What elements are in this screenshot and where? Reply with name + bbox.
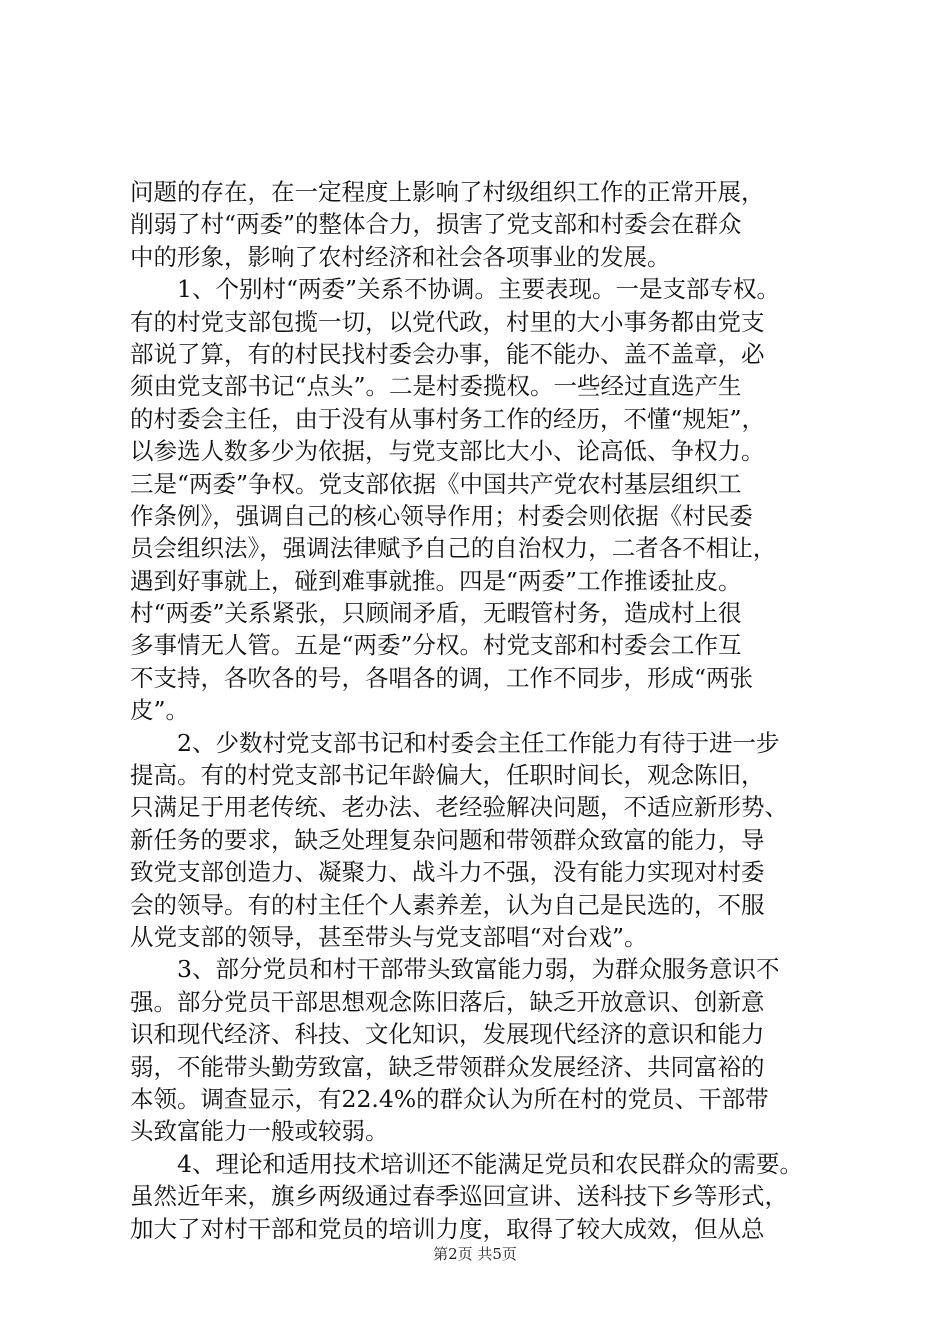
text-line: 作条例》，强调自己的核心领导作用；村委会则依据《村民委	[130, 501, 753, 530]
text-line: 4、理论和适用技术培训还不能满足党员和农民群众的需要。	[130, 1149, 803, 1178]
text-line: 1、个别村“两委”关系不协调。主要表现。一是支部专权。	[130, 275, 780, 304]
text-line: 以参选人数多少为依据，与党支部比大小、论高低、争权力。	[130, 437, 765, 466]
text-line: 本领。调查显示，有22.4%的群众认为所在村的党员、干部带	[130, 1084, 769, 1113]
text-line: 致党支部创造力、凝聚力、战斗力不强，没有能力实现对村委	[130, 858, 765, 887]
text-line: 3、部分党员和村干部带头致富能力弱，为群众服务意识不	[130, 955, 780, 984]
text-line: 头致富能力一般或较弱。	[130, 1117, 389, 1146]
text-line: 中的形象，影响了农村经济和社会各项事业的发展。	[130, 242, 671, 271]
text-line: 新任务的要求，缺乏处理复杂问题和带领群众致富的能力，导	[130, 825, 765, 854]
text-line: 多事情无人管。五是“两委”分权。村党支部和村委会工作互	[130, 631, 742, 660]
body-text	[130, 176, 830, 1245]
text-line: 提高。有的村党支部书记年龄偏大，任职时间长，观念陈旧，	[130, 761, 765, 790]
text-line: 问题的存在，在一定程度上影响了村级组织工作的正常开展，	[130, 178, 765, 206]
text-line: 2、少数村党支部书记和村委会主任工作能力有待于进一步	[130, 728, 780, 757]
text-line: 会的领导。有的村主任个人素养差，认为自己是民选的，不服	[130, 890, 765, 919]
text-line: 弱，不能带头勤劳致富，缺乏带领群众发展经济、共同富裕的	[130, 1052, 765, 1081]
text-line: 虽然近年来，旗乡两级通过春季巡回宣讲、送科技下乡等形式，	[130, 1182, 788, 1211]
page-number-label: 第2页 共5页	[433, 1245, 517, 1263]
text-line: 部说了算，有的村民找村委会办事，能不能办、盖不盖章，必	[130, 339, 765, 368]
text-line: 不支持，各吹各的号，各唱各的调，工作不同步，形成“两张	[130, 663, 754, 692]
text-line: 的村委会主任，由于没有从事村务工作的经历，不懂“规矩”，	[130, 404, 766, 433]
text-line: 识和现代经济、科技、文化知识，发展现代经济的意识和能力	[130, 1020, 765, 1049]
text-line: 有的村党支部包揽一切，以党代政，村里的大小事务都由党支	[130, 307, 765, 336]
text-line: 须由党支部书记“点头”。二是村委揽权。一些经过直选产生	[130, 372, 742, 401]
text-line: 强。部分党员干部思想观念陈旧落后，缺乏开放意识、创新意	[130, 987, 765, 1016]
text-line: 员会组织法》，强调法律赋予自己的自治权力，二者各不相让，	[130, 534, 777, 563]
text-line: 从党支部的领导，甚至带头与党支部唱“对台戏”。	[130, 922, 648, 951]
text-line: 皮”。	[130, 696, 190, 725]
text-line: 削弱了村“两委”的整体合力，损害了党支部和村委会在群众	[130, 210, 742, 239]
text-line: 只满足于用老传统、老办法、老经验解决问题，不适应新形势、	[130, 793, 788, 822]
text-line: 加大了对村干部和党员的培训力度，取得了较大成效，但从总	[130, 1214, 765, 1243]
text-line: 三是“两委”争权。党支部依据《中国共产党农村基层组织工	[130, 469, 742, 498]
page-footer	[0, 1244, 950, 1264]
text-line: 遇到好事就上，碰到难事就推。四是“两委”工作推诿扯皮。	[130, 566, 742, 595]
text-line: 村“两委”关系紧张，只顾闹矛盾，无暇管村务，造成村上很	[130, 599, 742, 628]
